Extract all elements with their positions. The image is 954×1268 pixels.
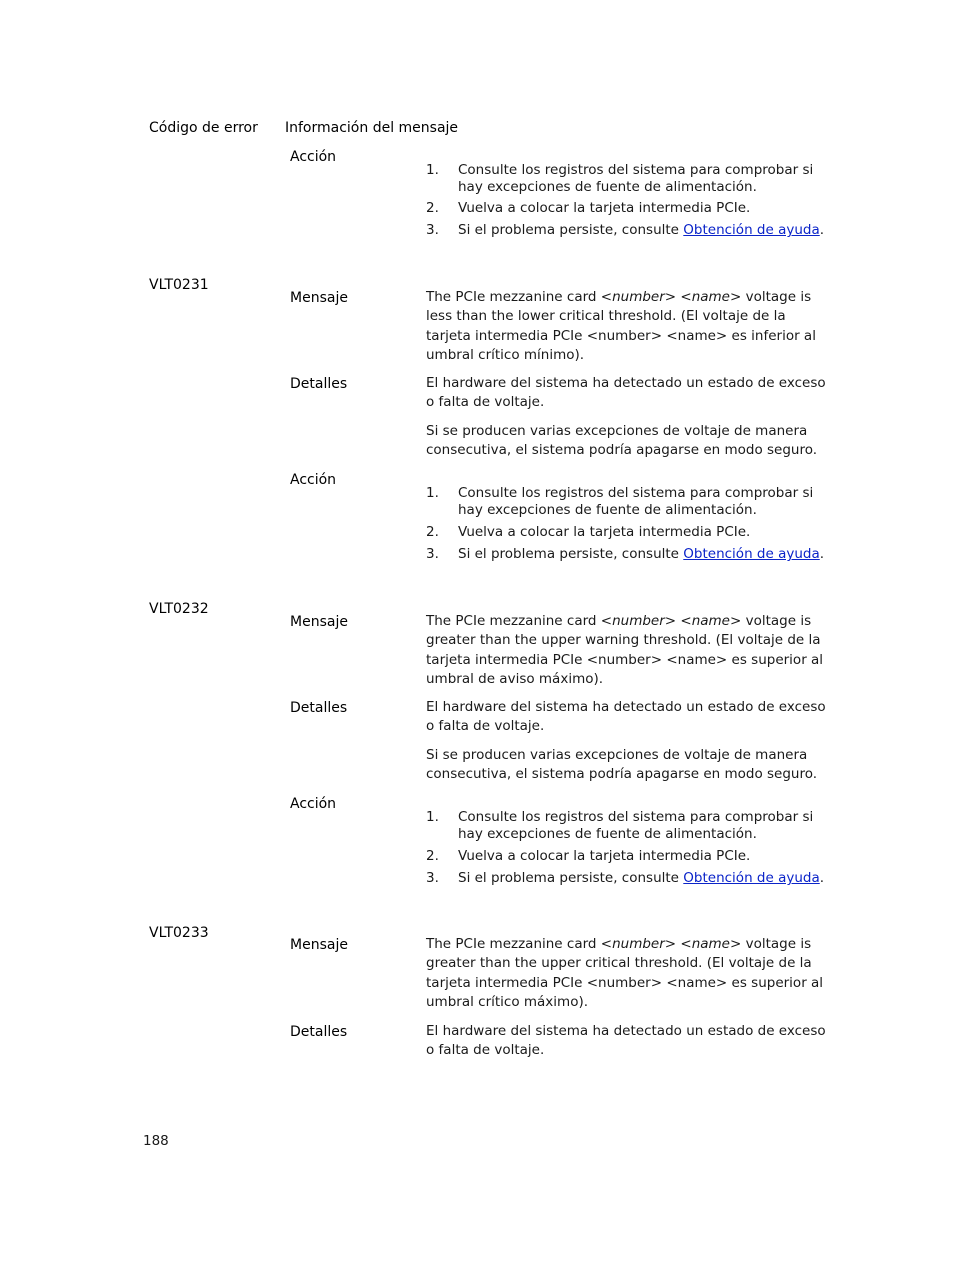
message-text-vlt0231: The PCIe mezzanine card <number> <name> voltage is less than the lower critical threshold. (El voltaje de la tarjeta intermedia PCIe <number> <name> es inferior al umbral crítico mínimo). — [426, 289, 816, 363]
action-label: Acción — [290, 796, 337, 812]
details-text: El hardware del sistema ha detectado un estado de exceso o falta de voltaje. — [426, 699, 826, 735]
column-header-message-info: Información del mensaje — [285, 120, 459, 136]
action-label: Acción — [290, 472, 337, 488]
message-text-vlt0232: The PCIe mezzanine card <number> <name> voltage is greater than the upper warning threshold. (El voltaje de la tarjeta intermedia PCIe <number> <name> es superior al umbral de aviso máximo). — [426, 613, 824, 687]
details-text: El hardware del sistema ha detectado un estado de exceso o falta de voltaje. — [426, 375, 826, 411]
error-code-vlt0231: VLT0231 — [149, 277, 209, 293]
get-help-link[interactable]: Obtención de ayuda — [683, 222, 820, 238]
get-help-link[interactable]: Obtención de ayuda — [683, 870, 820, 886]
details-text-safe-mode: Si se producen varias excepciones de voltaje de manera consecutiva, el sistema podría apagarse en modo seguro. — [426, 747, 818, 783]
column-header-error-code: Código de error — [149, 120, 258, 136]
details-label: Detalles — [290, 1024, 348, 1040]
get-help-link[interactable]: Obtención de ayuda — [683, 546, 820, 562]
action-label: Acción — [290, 149, 337, 165]
message-label: Mensaje — [290, 937, 348, 953]
page-number: 188 — [143, 1133, 169, 1149]
details-text: El hardware del sistema ha detectado un estado de exceso o falta de voltaje. — [426, 1023, 826, 1059]
details-text-safe-mode: Si se producen varias excepciones de voltaje de manera consecutiva, el sistema podría apagarse en modo seguro. — [426, 423, 818, 459]
error-code-vlt0232: VLT0232 — [149, 601, 209, 617]
message-label: Mensaje — [290, 290, 348, 306]
message-text-vlt0233: The PCIe mezzanine card <number> <name> voltage is greater than the upper critical threshold. (El voltaje de la tarjeta intermedia PCIe <number> <name> es superior al umbral crítico máximo). — [426, 936, 824, 1010]
details-label: Detalles — [290, 700, 348, 716]
details-label: Detalles — [290, 376, 348, 392]
message-label: Mensaje — [290, 614, 348, 630]
error-code-vlt0233: VLT0233 — [149, 925, 209, 941]
